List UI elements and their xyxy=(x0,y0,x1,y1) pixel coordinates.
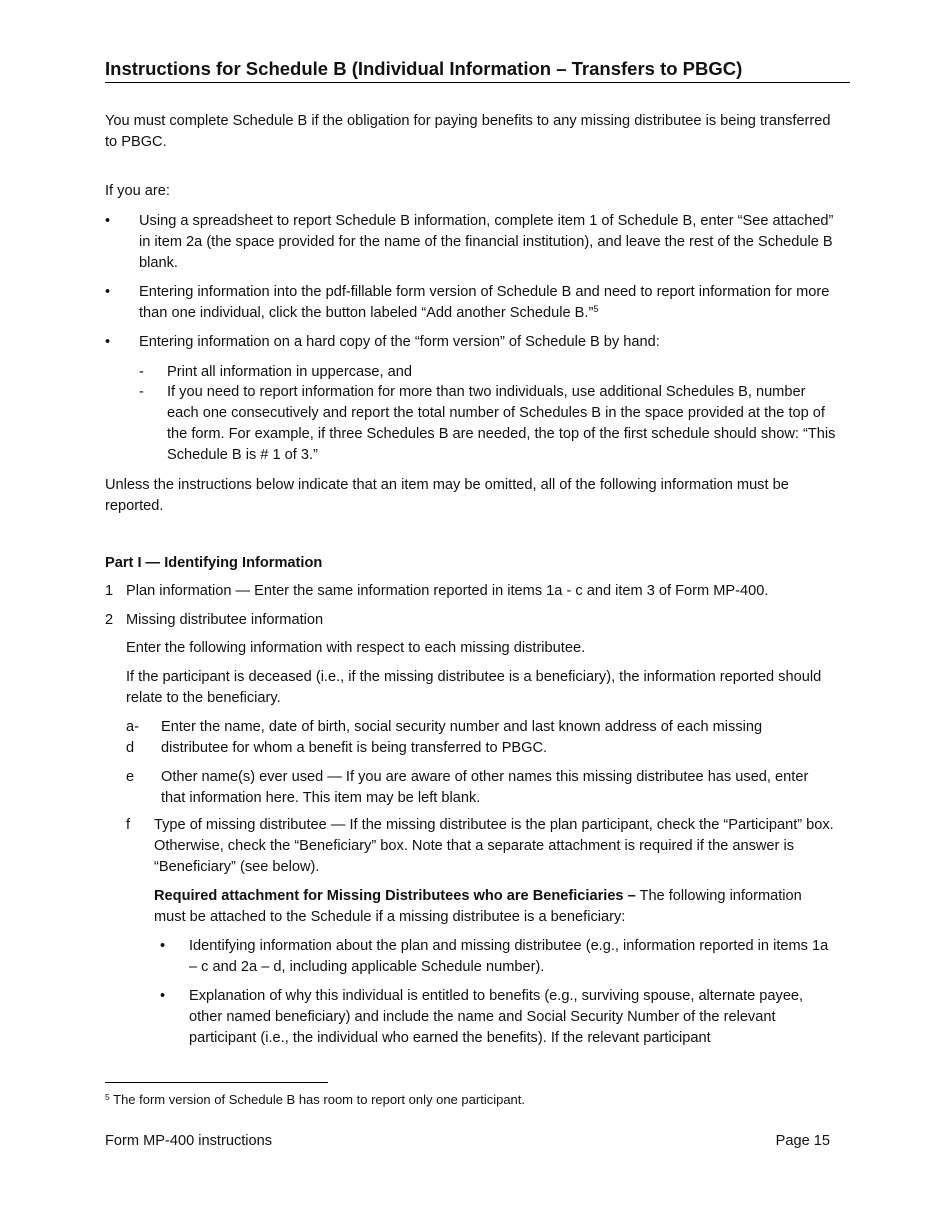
page-title: Instructions for Schedule B (Individual Information – Transfers to PBGC) xyxy=(105,56,850,83)
item2-paragraph: Enter the following information with respect to each missing distributee. xyxy=(126,640,586,656)
item2-paragraph: If the participant is deceased (i.e., if the missing distributee is a beneficiary), the information reported should relate to the beneficiary. xyxy=(126,669,822,706)
required-attachment-heading: Required attachment for Missing Distributees who are Beneficiaries – xyxy=(154,888,636,904)
bullet-marker: • xyxy=(105,334,111,350)
bullet-text: Explanation of why this individual is entitled to benefits (e.g., surviving spouse, alternate payee, other named beneficiary) and include the name and Social Security Number of the relevant participant (i.e., the individual who earned the benefits). If the relevant participant xyxy=(189,988,804,1046)
item-number: 1 xyxy=(105,583,114,599)
footnote-divider xyxy=(105,1082,328,1083)
bullet-marker: • xyxy=(105,213,111,229)
footnote xyxy=(105,1091,525,1109)
if-you-are-label: If you are: xyxy=(105,183,170,199)
sub-item-text: Type of missing distributee — If the missing distributee is the plan participant, check the “Participant” box. Otherwise, check the “Beneficiary” box. Note that a separate attachment is required if the answer is “Beneficiary” (see below). xyxy=(154,817,834,875)
required-attachment-paragraph xyxy=(154,886,834,928)
item-text: Plan information — Enter the same information reported in items 1a - c and item 3 of Form MP-400. xyxy=(126,583,769,599)
dash-marker: - xyxy=(139,384,144,400)
dash-text: If you need to report information for more than two individuals, use additional Schedules B, number each one consecutively and report the total number of Schedules B in the space provided at the top of the form. For example, if three Schedules B are needed, the top of the first schedule should show: “This Schedule B is # 1 of 3.” xyxy=(167,384,836,463)
bullet-text: Using a spreadsheet to report Schedule B information, complete item 1 of Schedule B, enter “See attached” in item 2a (the space provided for the name of the financial institution), and leave the rest of the Schedule B blank. xyxy=(139,213,834,271)
bullet-text: Entering information into the pdf-fillable form version of Schedule B and need to report information for more than one individual, click the button labeled “Add another Schedule B.” xyxy=(139,284,830,321)
sub-item-text: Enter the name, date of birth, social security number and last known address of each missing distributee for whom a benefit is being transferred to PBGC. xyxy=(161,719,763,756)
sub-item-marker: e xyxy=(126,769,135,785)
dash-text: Print all information in uppercase, and xyxy=(167,364,412,380)
footer-form-name: Form MP-400 instructions xyxy=(105,1133,273,1149)
required-attachment-text: The following information must be attached to the Schedule if a missing distributee is a beneficiary: xyxy=(154,888,802,925)
bullet-text-with-footnote xyxy=(139,282,839,324)
sub-item-marker: f xyxy=(126,817,131,833)
bullet-marker: • xyxy=(105,284,111,300)
bullet-marker: • xyxy=(160,988,166,1004)
intro-paragraph: You must complete Schedule B if the obligation for paying benefits to any missing distributee is being transferred to PBGC. xyxy=(105,113,831,150)
sub-item-text: Other name(s) ever used — If you are aware of other names this missing distributee has used, enter that information here. This item may be left blank. xyxy=(161,769,809,806)
bullet-text: Entering information on a hard copy of the “form version” of Schedule B by hand: xyxy=(139,334,660,350)
footnote-number: 5 xyxy=(105,1092,110,1102)
sub-item-marker: a-d xyxy=(126,719,139,756)
dash-marker: - xyxy=(139,364,144,380)
item-text: Missing distributee information xyxy=(126,612,324,628)
footnote-ref: 5 xyxy=(593,304,599,314)
unless-paragraph: Unless the instructions below indicate that an item may be omitted, all of the following information must be reported. xyxy=(105,477,789,514)
footnote-text: The form version of Schedule B has room to report only one participant. xyxy=(113,1092,526,1107)
footer-page-number: Page 15 xyxy=(775,1133,830,1149)
part1-heading-text: Part I — Identifying Information xyxy=(105,555,323,571)
bullet-text: Identifying information about the plan and missing distributee (e.g., information reported in items 1a – c and 2a – d, including applicable Schedule number). xyxy=(189,938,829,975)
part1-heading xyxy=(105,553,840,574)
item-number: 2 xyxy=(105,612,114,628)
bullet-marker: • xyxy=(160,938,166,954)
